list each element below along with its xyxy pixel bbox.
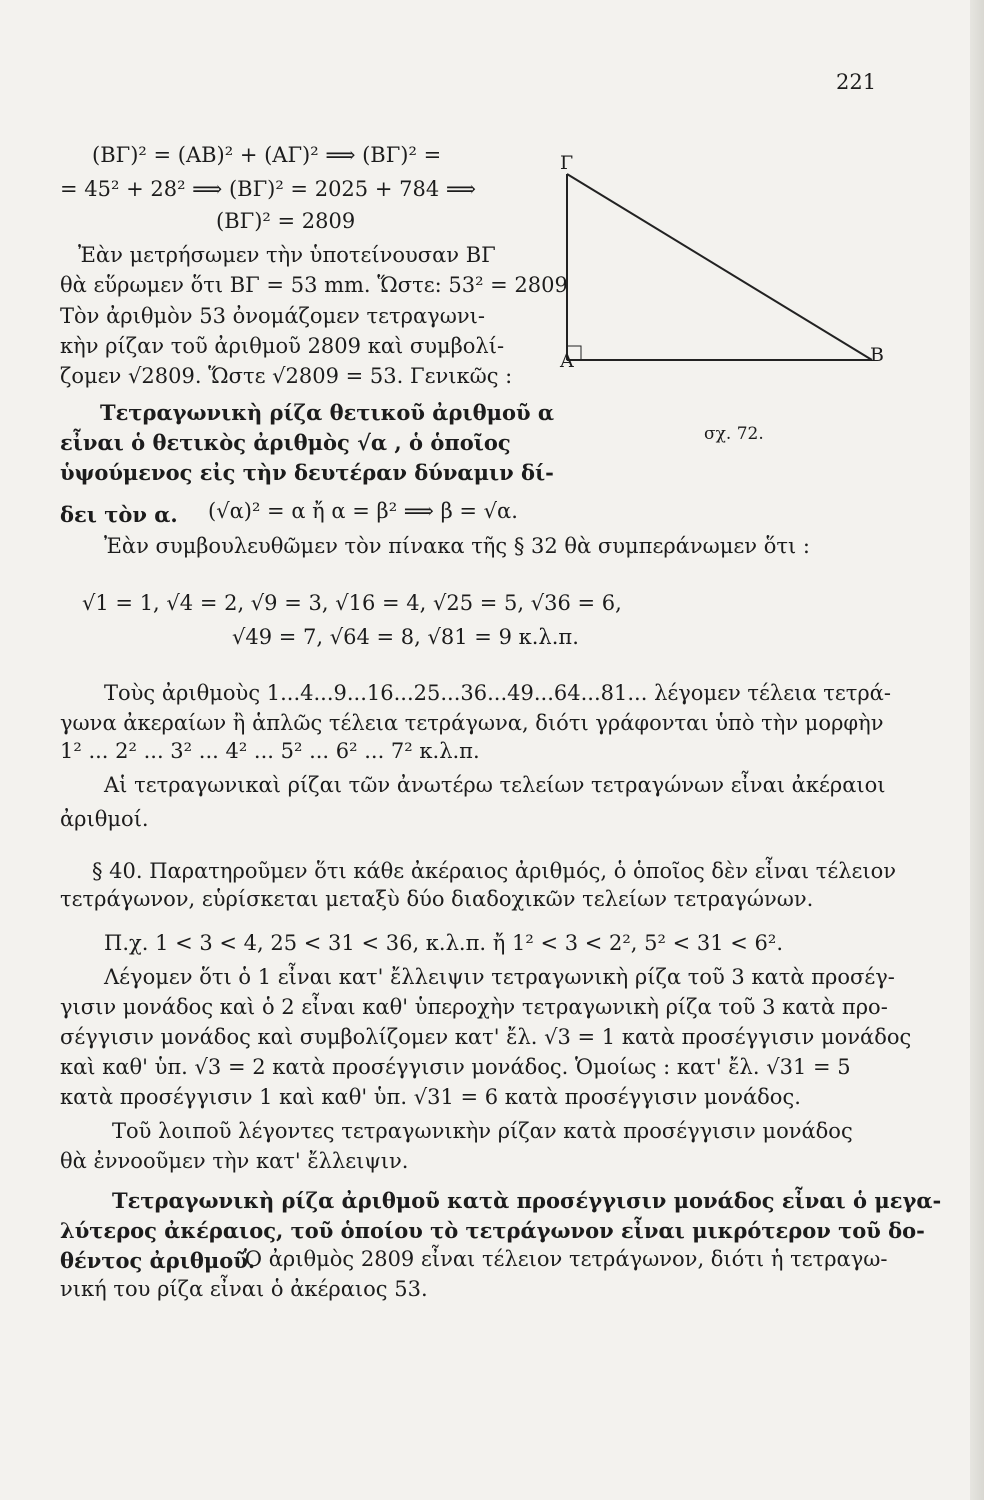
section-40-line: § 40. Παρατηροῦμεν ὅτι κάθε ἀκέραιος ἀριθμός, ὁ ὁποῖος δὲν εἶναι τέλειον — [92, 859, 897, 883]
text-line: Τοὺς ἀριθμοὺς 1...4...9...16...25...36...49...64...81... λέγομεν τέλεια τετρά- — [104, 681, 891, 705]
definition-line: δει τὸν α. — [60, 502, 178, 527]
text-line: καὶ καθ' ὑπ. √3 = 2 κατὰ προσέγγισιν μονάδος. Ὁμοίως : κατ' ἔλ. √31 = 5 — [60, 1055, 851, 1079]
text-line: σέγγισιν μονάδος καὶ συμβολίζομεν κατ' ἔλ. √3 = 1 κατὰ προσέγγισιν μονάδος — [60, 1025, 912, 1049]
text-line: Λέγομεν ὅτι ὁ 1 εἶναι κατ' ἔλλειψιν τετραγωνικὴ ρίζα τοῦ 3 κατὰ προσέγ- — [104, 965, 895, 989]
definition-line: Τετραγωνικὴ ρίζα ἀριθμοῦ κατὰ προσέγγισιν μονάδος εἶναι ὁ μεγα- — [112, 1188, 942, 1213]
roots-line: √49 = 7, √64 = 8, √81 = 9 κ.λ.π. — [232, 625, 579, 649]
text-line: γωνα ἀκεραίων ἢ ἁπλῶς τέλεια τετράγωνα, διότι γράφονται ὑπὸ τὴν μορφὴν — [60, 711, 884, 735]
text-line: Αἱ τετραγωνικαὶ ρίζαι τῶν ἀνωτέρω τελείων τετραγώνων εἶναι ἀκέραιοι — [104, 773, 886, 797]
triangle-diagram — [540, 160, 890, 390]
text-line: θὰ ἐννοοῦμεν τὴν κατ' ἔλλειψιν. — [60, 1149, 409, 1173]
text-line: (ΒΓ)² = (ΑΒ)² + (ΑΓ)² ⟹ (ΒΓ)² = — [92, 143, 442, 167]
text-line: = 45² + 28² ⟹ (ΒΓ)² = 2025 + 784 ⟹ — [60, 177, 476, 201]
text-line: 1² ... 2² ... 3² ... 4² ... 5² ... 6² ... 7² κ.λ.π. — [60, 739, 480, 763]
definition-line: λύτερος ἀκέραιος, τοῦ ὁποίου τὸ τετράγωνον εἶναι μικρότερον τοῦ δο- — [60, 1218, 925, 1243]
text-line: ζομεν √2809. Ὥστε √2809 = 53. Γενικῶς : — [60, 364, 513, 388]
text-line: τετράγωνον, εὑρίσκεται μεταξὺ δύο διαδοχικῶν τελείων τετραγώνων. — [60, 887, 814, 911]
formula-line: (√α)² = α ἤ α = β² ⟹ β = √α. — [208, 499, 518, 523]
text-line: κὴν ρίζαν τοῦ ἀριθμοῦ 2809 καὶ συμβολί- — [60, 334, 505, 358]
text-line: νική του ρίζα εἶναι ὁ ἀκέραιος 53. — [60, 1277, 428, 1301]
text-line: κατὰ προσέγγισιν 1 καὶ καθ' ὑπ. √31 = 6 κατὰ προσέγγισιν μονάδος. — [60, 1085, 801, 1109]
vertex-top-label: Γ — [560, 152, 574, 174]
definition-line: θέντος ἀριθμοῦ. — [60, 1248, 256, 1273]
roots-line: √1 = 1, √4 = 2, √9 = 3, √16 = 4, √25 = 5, √36 = 6, — [82, 591, 622, 615]
text-line: Τὸν ἀριθμὸν 53 ὀνομάζομεν τετραγωνι- — [60, 304, 485, 328]
text-line: Ὁ ἀριθμὸς 2809 εἶναι τέλειον τετράγωνον, διότι ἡ τετραγω- — [244, 1247, 888, 1271]
triangle-figure — [540, 152, 890, 390]
definition-line: ὑψούμενος εἰς τὴν δευτέραν δύναμιν δί- — [60, 460, 554, 485]
page-edge-shadow — [970, 0, 984, 1500]
text-line: ἀριθμοί. — [60, 807, 149, 831]
example-line: Π.χ. 1 < 3 < 4, 25 < 31 < 36, κ.λ.π. ἤ 1² < 3 < 2², 5² < 31 < 6². — [104, 931, 784, 955]
vertex-bottom-right-label: Β — [870, 344, 884, 366]
figure-caption: σχ. 72. — [704, 424, 764, 444]
page-number: 221 — [836, 70, 877, 94]
text-line: Ἐὰν συμβουλευθῶμεν τὸν πίνακα τῆς § 32 θὰ συμπεράνωμεν ὅτι : — [104, 534, 810, 558]
side-bg — [567, 174, 872, 360]
text-line: γισιν μονάδος καὶ ὁ 2 εἶναι καθ' ὑπεροχὴν τετραγωνικὴ ρίζα τοῦ 3 κατὰ προ- — [60, 995, 888, 1019]
definition-line: εἶναι ὁ θετικὸς ἀριθμὸς √α , ὁ ὁποῖος — [60, 430, 511, 455]
text-line: Ἐὰν μετρήσωμεν τὴν ὑποτείνουσαν ΒΓ — [78, 243, 496, 267]
text-line: (ΒΓ)² = 2809 — [216, 209, 356, 233]
text-line: Τοῦ λοιποῦ λέγοντες τετραγωνικὴν ρίζαν κατὰ προσέγγισιν μονάδος — [112, 1119, 853, 1143]
text-line: θὰ εὕρωμεν ὅτι ΒΓ = 53 mm. Ὥστε: 53² = 2809 — [60, 273, 568, 297]
definition-line: Τετραγωνικὴ ρίζα θετικοῦ ἀριθμοῦ α — [100, 400, 555, 425]
vertex-bottom-left-label: Α — [560, 350, 574, 372]
